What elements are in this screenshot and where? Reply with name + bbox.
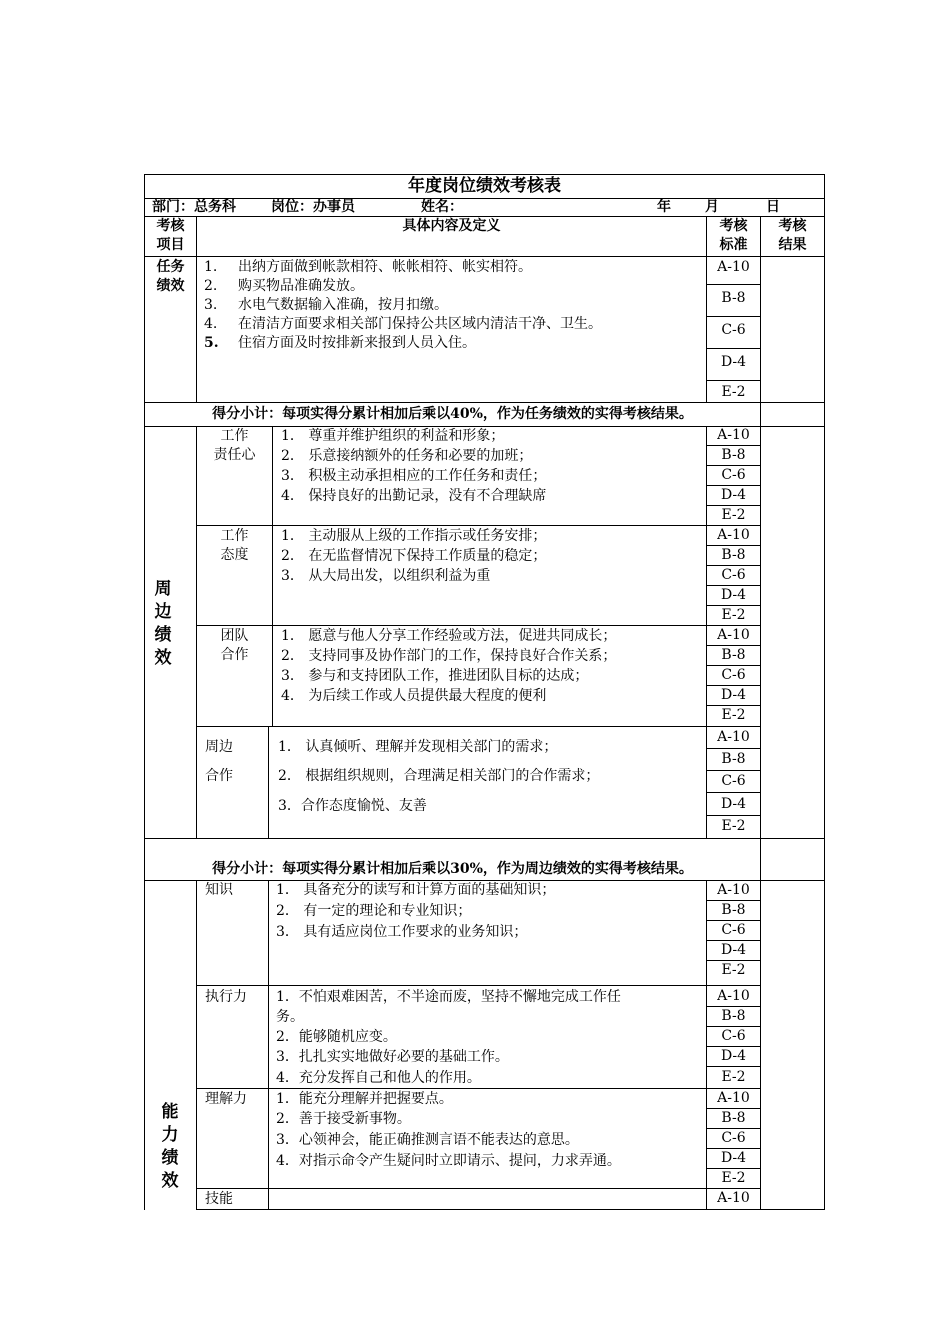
grade-c: C-6: [721, 667, 746, 683]
peripheral-label-char: 边: [154, 602, 172, 622]
list-item: 4．对指示命令产生疑问时立即请示、提问，力求弄通。: [276, 1153, 621, 1169]
grade-a: A-10: [717, 988, 750, 1004]
grade-d: D-4: [720, 587, 747, 603]
list-item: 1． 愿意与他人分享工作经验或方法，促进共同成长；: [281, 628, 617, 644]
task-item-text: 出纳方面做到帐款相符、帐帐相符、帐实相符。: [238, 259, 532, 275]
list-item: 2． 根据组织规则，合理满足相关部门的合作需求；: [278, 768, 600, 784]
task-item-num: 3.: [204, 297, 218, 313]
list-item: 3． 具有适应岗位工作要求的业务知识；: [276, 924, 528, 940]
sub-name: 理解力: [205, 1091, 247, 1107]
list-item: 3．心领神会，能正确推测言语不能表达的意思。: [276, 1132, 579, 1148]
sub-name: 责任心: [213, 447, 256, 463]
sub-name: 态度: [220, 547, 249, 563]
grade-c: C-6: [721, 922, 746, 938]
col-standard-1: 考核: [719, 218, 748, 234]
list-item: 4． 为后续工作或人员提供最大程度的便利: [281, 688, 547, 704]
header-dept: 部门：总务科: [152, 199, 236, 215]
sub-name: 执行力: [205, 989, 247, 1005]
grade-b: B-8: [721, 1110, 746, 1126]
grade-b: B-8: [721, 290, 746, 306]
grade-c: C-6: [721, 773, 746, 789]
list-item: 1． 认真倾听、理解并发现相关部门的需求；: [278, 739, 558, 755]
list-item: 1． 主动服从上级的工作指示或任务安排；: [281, 528, 547, 544]
list-item: 4．充分发挥自己和他人的作用。: [276, 1070, 481, 1086]
list-item: 2．能够随机应变。: [276, 1029, 397, 1045]
grade-b: B-8: [721, 647, 746, 663]
grade-a: A-10: [717, 627, 750, 643]
col-result-2: 结果: [778, 237, 807, 253]
ability-label-char: 效: [161, 1171, 179, 1191]
grade-a: A-10: [717, 259, 750, 275]
sub-name: 工作: [220, 528, 249, 544]
list-item: 务。: [276, 1009, 304, 1025]
grade-b: B-8: [721, 751, 746, 767]
grade-b: B-8: [721, 447, 746, 463]
list-item: 4． 保持良好的出勤记录，没有不合理缺席: [281, 488, 547, 504]
grade-b: B-8: [721, 547, 746, 563]
grade-e: E-2: [721, 384, 746, 400]
task-item-text: 住宿方面及时按排新来报到人员入住。: [238, 335, 476, 351]
sub-name: 技能: [205, 1191, 233, 1207]
task-item-num: 5.: [204, 335, 219, 351]
list-item: 2． 在无监督情况下保持工作质量的稳定；: [281, 548, 547, 564]
grade-a: A-10: [717, 729, 750, 745]
grade-d: D-4: [720, 796, 747, 812]
grade-b: B-8: [721, 1008, 746, 1024]
list-item: 1．不怕艰难困苦，不半途而废，坚持不懈地完成工作任: [276, 989, 621, 1005]
grade-a: A-10: [717, 1190, 750, 1206]
grade-a: A-10: [717, 527, 750, 543]
grade-c: C-6: [721, 1028, 746, 1044]
peripheral-subtotal: 得分小计：每项实得分累计相加后乘以30%，作为周边绩效的实得考核结果。: [212, 861, 693, 877]
sub-name: 合作: [220, 647, 249, 663]
grade-d: D-4: [720, 1150, 747, 1166]
grade-a: A-10: [717, 882, 750, 898]
ability-label-char: 力: [161, 1125, 179, 1145]
list-item: 2． 支持同事及协作部门的工作，保持良好合作关系；: [281, 648, 617, 664]
sub-name: 工作: [220, 428, 249, 444]
grade-e: E-2: [721, 818, 746, 834]
grade-d: D-4: [720, 942, 747, 958]
grade-e: E-2: [721, 607, 746, 623]
header-name: 姓名：: [421, 199, 463, 215]
sub-name: 周边: [205, 739, 233, 755]
grade-e: E-2: [721, 1170, 746, 1186]
list-item: 2． 有一定的理论和专业知识；: [276, 903, 472, 919]
grade-c: C-6: [721, 467, 746, 483]
list-item: 3． 从大局出发，以组织利益为重: [281, 568, 491, 584]
sub-name: 合作: [205, 768, 233, 784]
list-item: 3．合作态度愉悦、友善: [278, 798, 427, 814]
header-month: 月: [705, 199, 719, 215]
task-item-text: 水电气数据输入准确，按月扣缴。: [238, 297, 448, 313]
grade-c: C-6: [721, 1130, 746, 1146]
task-subtotal: 得分小计：每项实得分累计相加后乘以40%，作为任务绩效的实得考核结果。: [212, 406, 693, 422]
list-item: 1．能充分理解并把握要点。: [276, 1091, 453, 1107]
list-item: 3． 参与和支持团队工作，推进团队目标的达成；: [281, 668, 589, 684]
grade-a: A-10: [717, 427, 750, 443]
grade-d: D-4: [720, 687, 747, 703]
task-item-num: 4.: [204, 316, 218, 332]
grade-b: B-8: [721, 902, 746, 918]
col-content: 具体内容及定义: [402, 218, 501, 234]
list-item: 3． 积极主动承担相应的工作任务和责任；: [281, 468, 547, 484]
ability-label-char: 能: [161, 1102, 179, 1122]
col-item-1: 考核: [156, 218, 185, 234]
task-item-num: 1.: [204, 259, 218, 275]
list-item: 3．扎扎实实地做好必要的基础工作。: [276, 1049, 509, 1065]
list-item: 1． 尊重并维护组织的利益和形象；: [281, 428, 505, 444]
header-day: 日: [766, 199, 780, 215]
grade-d: D-4: [720, 487, 747, 503]
task-label-1: 任务: [156, 259, 185, 275]
grade-c: C-6: [721, 567, 746, 583]
peripheral-label-char: 周: [154, 579, 172, 599]
grade-d: D-4: [720, 1048, 747, 1064]
peripheral-label-char: 效: [154, 648, 172, 668]
col-standard-2: 标准: [719, 237, 748, 253]
grade-d: D-4: [720, 354, 747, 370]
task-item-text: 在清洁方面要求相关部门保持公共区域内清洁干净、卫生。: [238, 316, 602, 332]
list-item: 2．善于接受新事物。: [276, 1111, 411, 1127]
col-item-2: 项目: [156, 237, 185, 253]
sub-name: 团队: [220, 628, 249, 644]
task-item-num: 2.: [204, 278, 218, 294]
ability-label-char: 绩: [161, 1148, 179, 1168]
list-item: 1． 具备充分的读写和计算方面的基础知识；: [276, 882, 556, 898]
peripheral-label-char: 绩: [154, 625, 172, 645]
col-result-1: 考核: [778, 218, 807, 234]
grade-e: E-2: [721, 1069, 746, 1085]
grade-e: E-2: [721, 962, 746, 978]
grade-e: E-2: [721, 707, 746, 723]
header-position: 岗位：办事员: [271, 199, 355, 215]
task-label-2: 绩效: [156, 278, 185, 294]
list-item: 2． 乐意接纳额外的任务和必要的加班；: [281, 448, 533, 464]
sub-name: 知识: [205, 882, 233, 898]
grade-a: A-10: [717, 1090, 750, 1106]
page-title: 年度岗位绩效考核表: [408, 176, 561, 196]
header-year: 年: [657, 199, 671, 215]
grade-e: E-2: [721, 507, 746, 523]
task-item-text: 购买物品准确发放。: [238, 278, 364, 294]
grade-c: C-6: [721, 322, 746, 338]
